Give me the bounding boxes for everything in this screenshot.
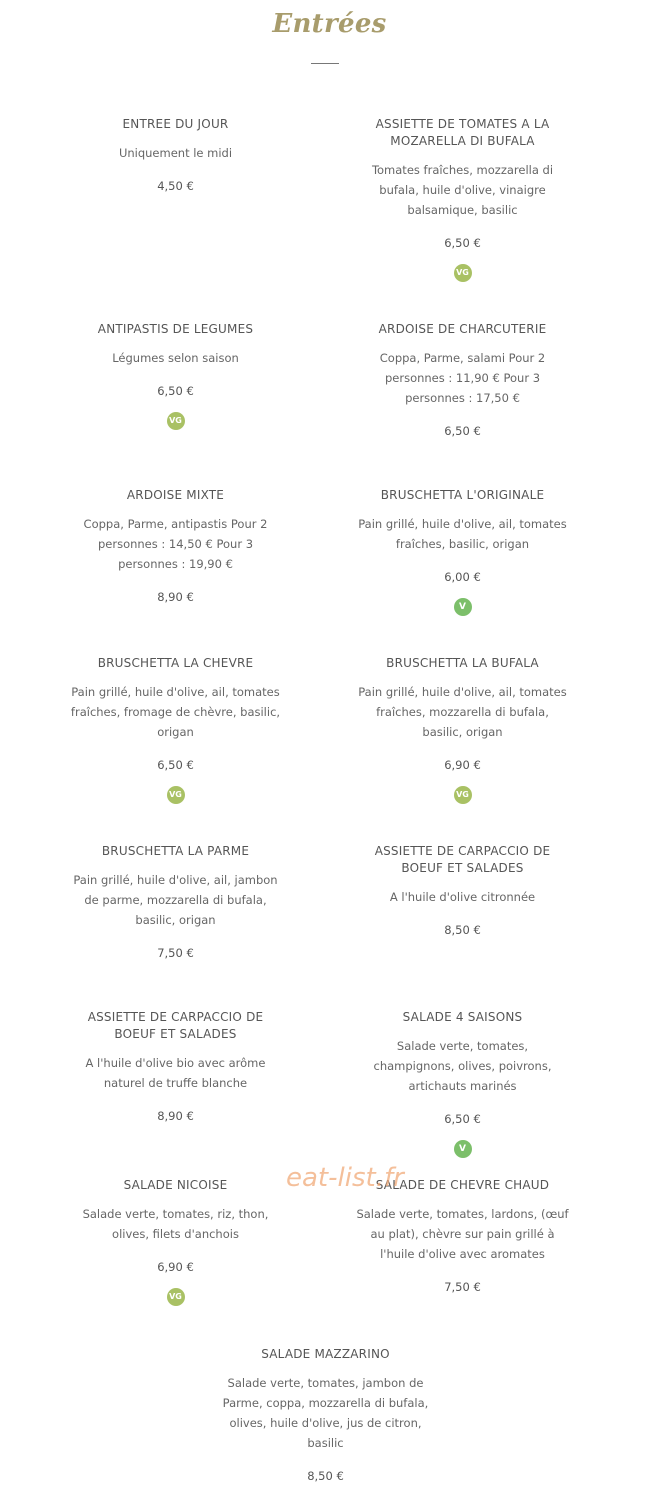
item-price: 6,50 € [444, 1112, 481, 1126]
menu-item [355, 1009, 570, 1158]
item-price: 6,50 € [157, 384, 194, 398]
item-price: 8,50 € [444, 923, 481, 937]
item-price: 8,90 € [157, 1109, 194, 1123]
item-name: SALADE DE CHEVRE CHAUD [375, 1178, 550, 1192]
item-price: 6,90 € [444, 758, 481, 772]
vegetarian-badge-icon: VG [167, 786, 185, 804]
item-description: Salade verte, tomates, champignons, olives, poivrons, artichauts marinés [373, 1039, 552, 1093]
item-description: Uniquement le midi [118, 146, 233, 160]
item-description: Salade verte, tomates, jambon de Parme, coppa, mozzarella di bufala, olives, huile d'olive, jus de citron, basilic [222, 1376, 429, 1450]
item-name: BRUSCHETTA LA PARME [101, 844, 250, 858]
page-title: Entrées [272, 9, 387, 39]
item-price: 4,50 € [157, 179, 194, 193]
item-name: BRUSCHETTA L'ORIGINALE [380, 488, 545, 502]
item-name: ASSIETTE DE TOMATES A LA MOZARELLA DI BUFALA [375, 117, 550, 148]
watermark-logo: eat-list.fr [286, 1163, 404, 1193]
item-name: ARDOISE DE CHARCUTERIE [378, 322, 547, 336]
item-description: Légumes selon saison [112, 351, 239, 365]
vegetarian-badge-icon: VG [454, 264, 472, 282]
item-price: 8,50 € [307, 1469, 344, 1483]
menu-item [355, 116, 570, 282]
menu-item [355, 843, 570, 938]
item-description: Salade verte, tomates, riz, thon, olives, filets d'anchois [82, 1207, 269, 1241]
item-name: ARDOISE MIXTE [126, 488, 225, 502]
item-description: Pain grillé, huile d'olive, ail, tomates fraîches, basilic, origan [358, 517, 567, 551]
item-price: 7,50 € [157, 946, 194, 960]
item-price: 6,50 € [157, 758, 194, 772]
title-divider [311, 63, 339, 64]
item-description: Pain grillé, huile d'olive, ail, tomates fraîches, mozzarella di bufala, basilic, origan [358, 685, 567, 739]
item-price: 6,50 € [444, 236, 481, 250]
item-description: Pain grillé, huile d'olive, ail, tomates fraîches, fromage de chèvre, basilic, origan [70, 685, 281, 739]
item-description: Coppa, Parme, antipastis Pour 2 personnes : 14,50 € Pour 3 personnes : 19,90 € [83, 517, 268, 571]
item-description: A l'huile d'olive bio avec arôme naturel de truffe blanche [85, 1056, 266, 1090]
item-description: Pain grillé, huile d'olive, ail, jambon de parme, mozzarella di bufala, basilic, origan [73, 873, 278, 927]
vegetarian-badge-icon: VG [454, 786, 472, 804]
menu-item [68, 1009, 283, 1124]
item-price: 6,90 € [157, 1260, 194, 1274]
item-price: 6,50 € [444, 424, 481, 438]
menu-item [68, 321, 283, 430]
vegan-badge-icon: V [454, 598, 472, 616]
vegetarian-badge-icon: VG [167, 412, 185, 430]
item-price: 8,90 € [157, 590, 194, 604]
item-description: A l'huile d'olive citronnée [389, 890, 536, 904]
item-name: ASSIETTE DE CARPACCIO DE BOEUF ET SALADES [87, 1010, 264, 1041]
menu-item [355, 487, 570, 616]
item-name: ENTREE DU JOUR [122, 117, 229, 131]
menu-item [68, 487, 283, 605]
item-name: BRUSCHETTA LA CHEVRE [97, 656, 254, 670]
item-description: Salade verte, tomates, lardons, (œuf au plat), chèvre sur pain grillé à l'huile d'olive avec aromates [356, 1207, 569, 1261]
menu-item [68, 843, 283, 961]
menu-item [68, 655, 283, 804]
item-description: Coppa, Parme, salami Pour 2 personnes : 11,90 € Pour 3 personnes : 17,50 € [379, 351, 546, 405]
vegan-badge-icon: V [454, 1140, 472, 1158]
item-name: SALADE 4 SAISONS [402, 1010, 523, 1024]
item-name: SALADE NICOISE [123, 1178, 228, 1192]
item-name: ANTIPASTIS DE LEGUMES [97, 322, 254, 336]
item-price: 6,00 € [444, 570, 481, 584]
item-name: SALADE MAZZARINO [261, 1347, 390, 1361]
vegetarian-badge-icon: VG [167, 1288, 185, 1306]
item-price: 7,50 € [444, 1280, 481, 1294]
menu-item [68, 116, 283, 194]
menu-item [68, 1177, 283, 1306]
menu-item [355, 1177, 570, 1295]
menu-item [355, 321, 570, 439]
menu-item [218, 1346, 433, 1484]
item-name: BRUSCHETTA LA BUFALA [386, 656, 539, 670]
item-description: Tomates fraîches, mozzarella di bufala, huile d'olive, vinaigre balsamique, basilic [371, 163, 554, 217]
menu-item [355, 655, 570, 804]
item-name: ASSIETTE DE CARPACCIO DE BOEUF ET SALADES [374, 844, 551, 875]
